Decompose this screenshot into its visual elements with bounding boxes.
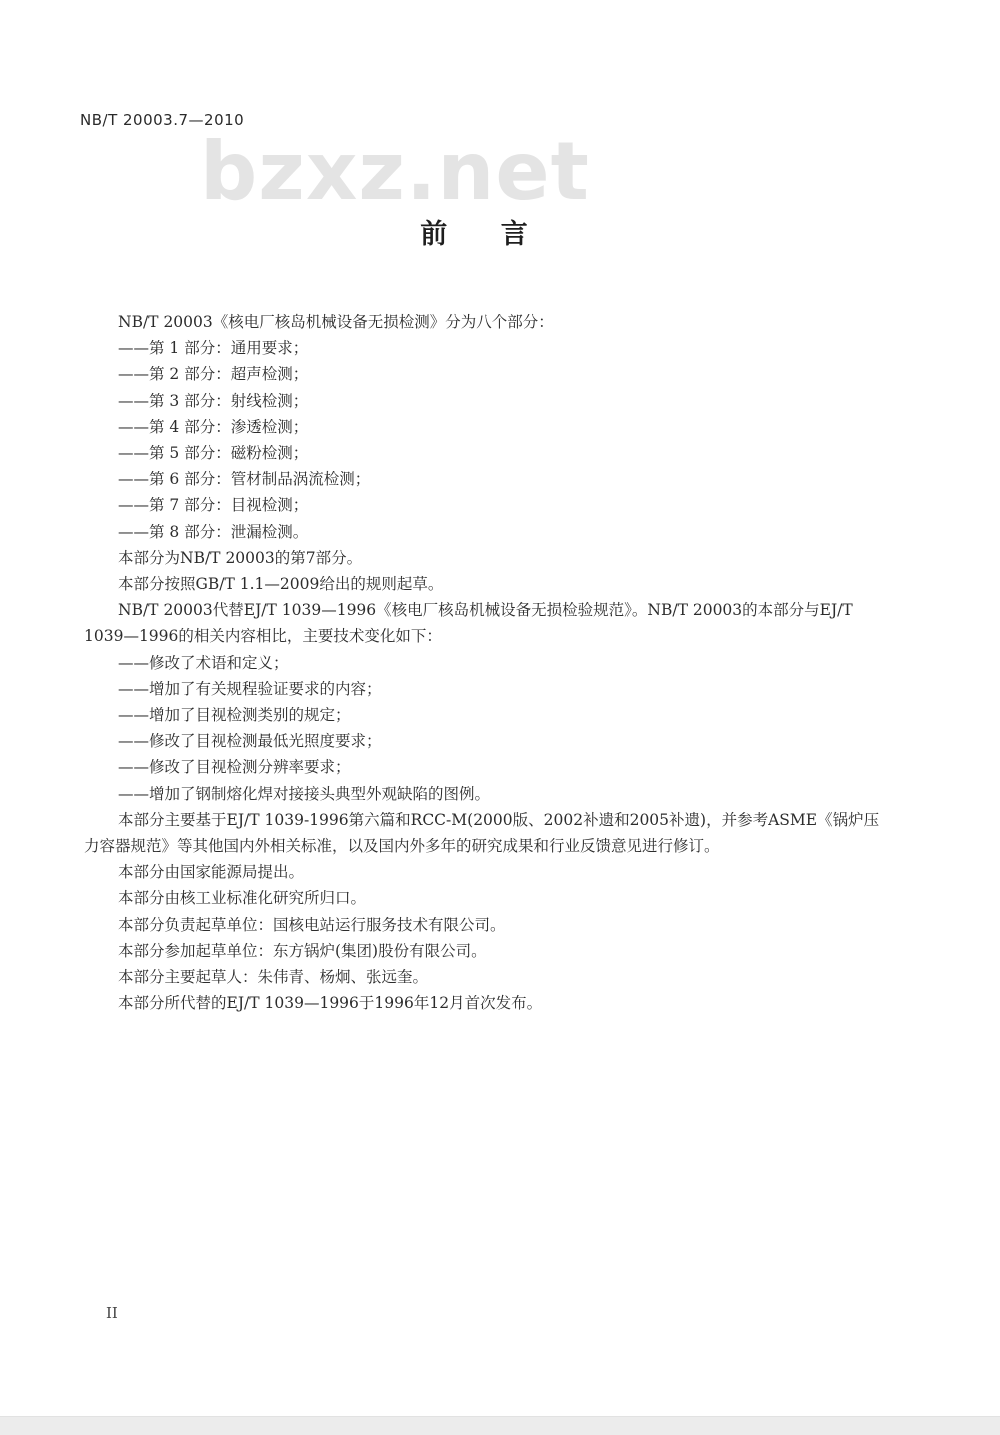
replaces-paragraph: NB/T 20003代替EJ/T 1039—1996《核电厂核岛机械设备无损检验规范》。NB/T 20003的本部分与EJ/T 1039—1996的相关内容相比，主要技术变化如下：	[84, 601, 853, 646]
managed-by-paragraph: 本部分由核工业标准化研究所归口。	[118, 889, 367, 908]
list-item: ——第 8 部分：泄漏检测。	[118, 522, 309, 541]
lead-drafter-paragraph: 本部分负责起草单位：国核电站运行服务技术有限公司。	[118, 915, 506, 934]
changes-list	[84, 650, 894, 807]
list-item: ——修改了术语和定义；	[118, 653, 289, 672]
list-item: ——第 3 部分：射线检测；	[118, 391, 309, 410]
list-item: ——增加了目视检测类别的规定；	[118, 706, 351, 725]
list-item: ——增加了钢制熔化焊对接接头典型外观缺陷的图例。	[118, 784, 491, 803]
list-item: ——增加了有关规程验证要求的内容；	[118, 679, 382, 698]
proposed-by-paragraph: 本部分由国家能源局提出。	[118, 863, 305, 882]
list-item: ——第 6 部分：管材制品涡流检测；	[118, 470, 371, 489]
list-item: ——第 4 部分：渗透检测；	[118, 417, 309, 436]
viewer-bottom-strip	[0, 1416, 1000, 1435]
basis-paragraph: 本部分主要基于EJ/T 1039-1996第六篇和RCC-M(2000版、2002补遗和2005补遗)，并参考ASME《锅炉压力容器规范》等其他国内外相关标准，以及国内外多年的研究成果和行业反馈意见进行修订。	[84, 810, 880, 856]
this-part-paragraph: 本部分为NB/T 20003的第7部分。	[118, 548, 363, 567]
list-item: ——修改了目视检测分辨率要求；	[118, 758, 351, 777]
document-code: NB/T 20003.7—2010	[80, 111, 245, 129]
history-paragraph: 本部分所代替的EJ/T 1039—1996于1996年12月首次发布。	[118, 994, 543, 1013]
foreword-body	[84, 309, 894, 1016]
parts-list	[84, 335, 894, 545]
drafters-paragraph: 本部分主要起草人：朱伟青、杨炯、张远奎。	[118, 968, 429, 987]
watermark: bzxz.net	[200, 125, 590, 218]
list-item: ——第 2 部分：超声检测；	[118, 365, 309, 384]
page-title: 前 言	[420, 219, 530, 250]
drafting-rule-paragraph: 本部分按照GB/T 1.1—2009给出的规则起草。	[118, 575, 444, 594]
list-item: ——修改了目视检测最低光照度要求；	[118, 732, 382, 751]
participant-paragraph: 本部分参加起草单位：东方锅炉(集团)股份有限公司。	[118, 941, 487, 960]
intro-paragraph: NB/T 20003《核电厂核岛机械设备无损检测》分为八个部分：	[118, 313, 554, 331]
list-item: ——第 7 部分：目视检测；	[118, 496, 309, 515]
list-item: ——第 1 部分：通用要求；	[118, 339, 309, 358]
list-item: ——第 5 部分：磁粉检测；	[118, 444, 309, 463]
page-number: II	[106, 1304, 118, 1322]
